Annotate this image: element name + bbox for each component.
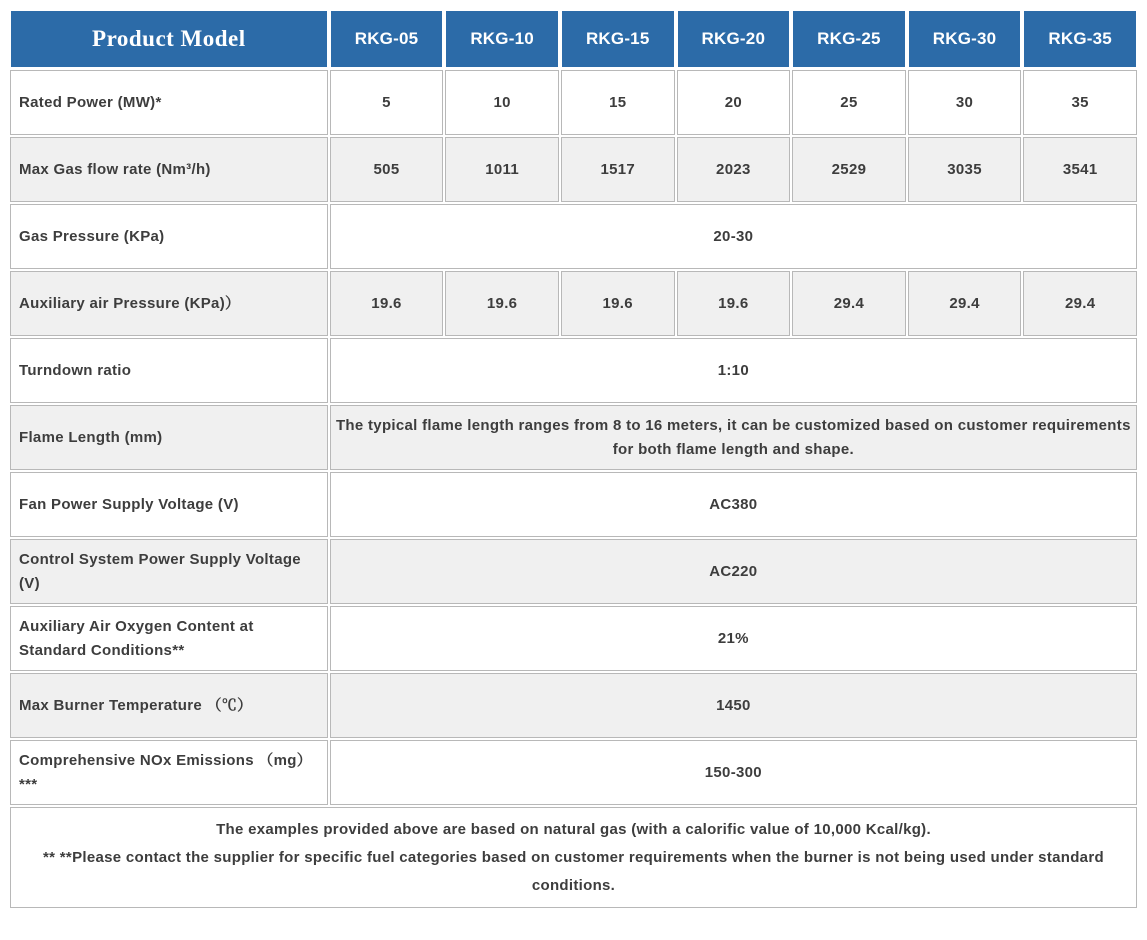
cell-max-gas-flow-rkg-05: 505 bbox=[330, 137, 444, 202]
cell-max-gas-flow-rkg-10: 1011 bbox=[445, 137, 559, 202]
row-rated-power bbox=[10, 70, 1137, 135]
cell-aux-air-pressure-rkg-35: 29.4 bbox=[1023, 271, 1137, 336]
cell-max-gas-flow-rkg-35: 3541 bbox=[1023, 137, 1137, 202]
cell-flame-length-all: The typical flame length ranges from 8 to 16 meters, it can be customized based on customer requirements for both flame length and shape. bbox=[330, 405, 1137, 470]
row-aux-air-pressure bbox=[10, 271, 1137, 336]
row-aux-oxygen bbox=[10, 606, 1137, 671]
footnote-cell bbox=[10, 807, 1137, 908]
row-label-max-burner-temp: Max Burner Temperature （℃） bbox=[10, 673, 328, 738]
cell-fan-voltage-all: AC380 bbox=[330, 472, 1137, 537]
row-label-flame-length: Flame Length (mm) bbox=[10, 405, 328, 470]
row-label-rated-power: Rated Power (MW)* bbox=[10, 70, 328, 135]
row-footnote bbox=[10, 807, 1137, 908]
header-model-rkg-10: RKG-10 bbox=[445, 10, 559, 68]
cell-aux-air-pressure-rkg-20: 19.6 bbox=[677, 271, 791, 336]
cell-max-gas-flow-rkg-15: 1517 bbox=[561, 137, 675, 202]
row-label-gas-pressure: Gas Pressure (KPa) bbox=[10, 204, 328, 269]
footnote-line-1: The examples provided above are based on natural gas (with a calorific value of 10,000 Kcal/kg). bbox=[216, 821, 931, 838]
row-label-nox-emissions: Comprehensive NOx Emissions （mg） *** bbox=[10, 740, 328, 805]
row-control-voltage bbox=[10, 539, 1137, 604]
cell-max-gas-flow-rkg-20: 2023 bbox=[677, 137, 791, 202]
cell-control-voltage-all: AC220 bbox=[330, 539, 1137, 604]
row-label-max-gas-flow: Max Gas flow rate (Nm³/h) bbox=[10, 137, 328, 202]
row-label-control-voltage: Control System Power Supply Voltage (V) bbox=[10, 539, 328, 604]
header-model-rkg-05: RKG-05 bbox=[330, 10, 444, 68]
cell-rated-power-rkg-35: 35 bbox=[1023, 70, 1137, 135]
cell-max-gas-flow-rkg-30: 3035 bbox=[908, 137, 1022, 202]
header-model-rkg-25: RKG-25 bbox=[792, 10, 906, 68]
product-spec-table bbox=[8, 8, 1139, 910]
cell-nox-emissions-all: 150-300 bbox=[330, 740, 1137, 805]
footnote-line-2: ** **Please contact the supplier for specific fuel categories based on customer requirements when the burner is not being used under standard conditions. bbox=[43, 848, 1104, 894]
row-label-fan-voltage: Fan Power Supply Voltage (V) bbox=[10, 472, 328, 537]
cell-rated-power-rkg-25: 25 bbox=[792, 70, 906, 135]
cell-rated-power-rkg-10: 10 bbox=[445, 70, 559, 135]
cell-aux-air-pressure-rkg-15: 19.6 bbox=[561, 271, 675, 336]
cell-rated-power-rkg-20: 20 bbox=[677, 70, 791, 135]
cell-rated-power-rkg-15: 15 bbox=[561, 70, 675, 135]
cell-max-gas-flow-rkg-25: 2529 bbox=[792, 137, 906, 202]
header-model-rkg-15: RKG-15 bbox=[561, 10, 675, 68]
header-model-rkg-30: RKG-30 bbox=[908, 10, 1022, 68]
row-nox-emissions bbox=[10, 740, 1137, 805]
cell-aux-air-pressure-rkg-25: 29.4 bbox=[792, 271, 906, 336]
header-row bbox=[10, 10, 1137, 68]
header-model-rkg-35: RKG-35 bbox=[1023, 10, 1137, 68]
row-fan-voltage bbox=[10, 472, 1137, 537]
row-turndown-ratio bbox=[10, 338, 1137, 403]
row-max-gas-flow bbox=[10, 137, 1137, 202]
cell-turndown-ratio-all: 1:10 bbox=[330, 338, 1137, 403]
cell-rated-power-rkg-05: 5 bbox=[330, 70, 444, 135]
header-product-model: Product Model bbox=[10, 10, 328, 68]
cell-max-burner-temp-all: 1450 bbox=[330, 673, 1137, 738]
row-flame-length bbox=[10, 405, 1137, 470]
cell-aux-oxygen-all: 21% bbox=[330, 606, 1137, 671]
row-gas-pressure bbox=[10, 204, 1137, 269]
header-model-rkg-20: RKG-20 bbox=[677, 10, 791, 68]
cell-aux-air-pressure-rkg-10: 19.6 bbox=[445, 271, 559, 336]
row-label-aux-air-pressure: Auxiliary air Pressure (KPa)） bbox=[10, 271, 328, 336]
cell-aux-air-pressure-rkg-05: 19.6 bbox=[330, 271, 444, 336]
row-max-burner-temp bbox=[10, 673, 1137, 738]
row-label-aux-oxygen: Auxiliary Air Oxygen Content at Standard Conditions** bbox=[10, 606, 328, 671]
cell-aux-air-pressure-rkg-30: 29.4 bbox=[908, 271, 1022, 336]
cell-rated-power-rkg-30: 30 bbox=[908, 70, 1022, 135]
cell-gas-pressure-all: 20-30 bbox=[330, 204, 1137, 269]
row-label-turndown-ratio: Turndown ratio bbox=[10, 338, 328, 403]
